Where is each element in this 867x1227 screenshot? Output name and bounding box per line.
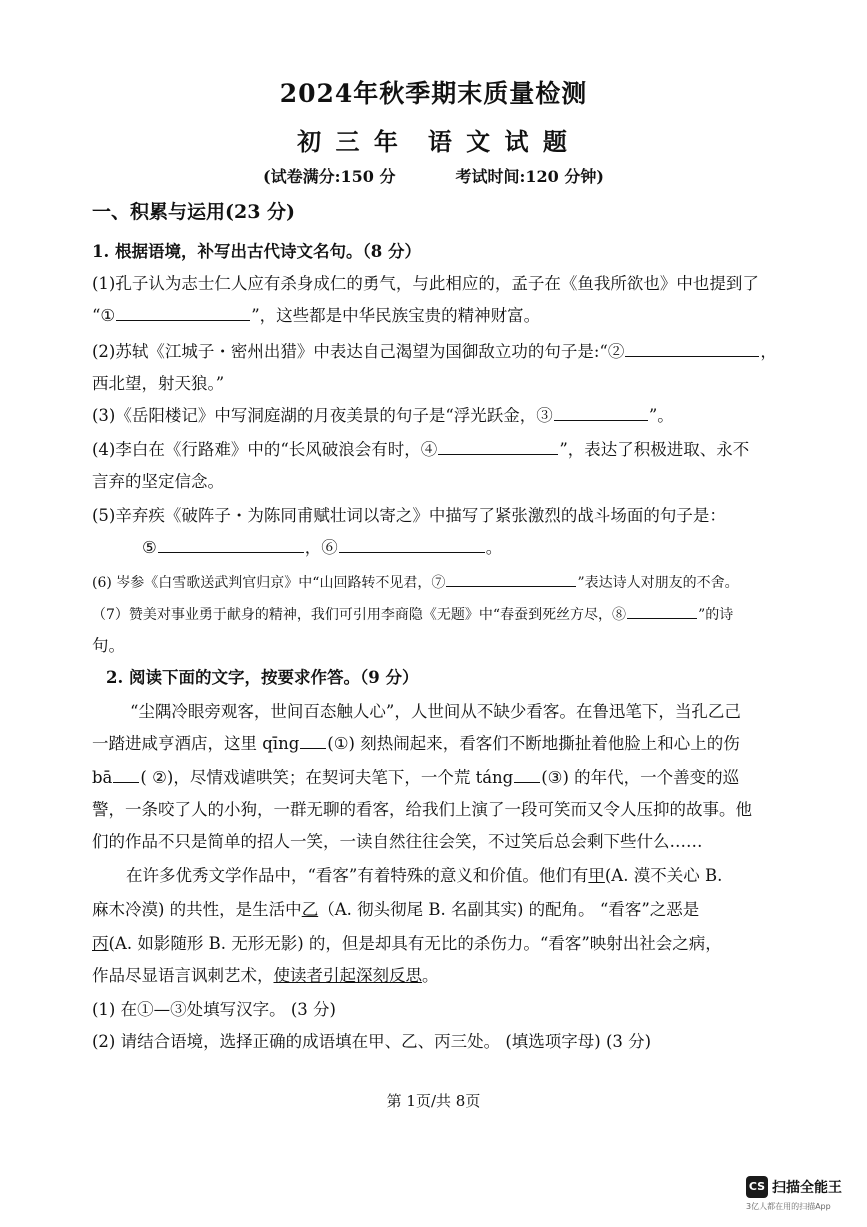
blank-yi[interactable]: 乙 [301,900,319,919]
q1-item-5-line1: (5)辛弃疾《破阵子・为陈同甫赋壮词以寄之》中描写了紧张激烈的战斗场面的句子是： [92,506,726,525]
passage-p1-line2: 一踏进咸亨酒店，这里 qīng (①) 刻热闹起来，看客们不断地撕扯着他脸上和心上的伤 [92,734,740,753]
q1-item-4-line1: (4)李白在《行路难》中的“长风破浪会有时，④ ”，表达了积极进取、永不 [92,440,750,459]
q2-sub-1: (1) 在①—③处填写汉字。 (3 分) [92,1000,336,1019]
exam-info [0,164,867,187]
passage-p1-line1: “尘隅冷眼旁观客，世间百态触人心”，人世间从不缺少看客。在鲁迅笔下，当孔乙己 [130,702,741,721]
passage-p2-line1: 在许多优秀文学作品中，“看客”有着特殊的意义和价值。他们有甲(A. 漠不关心 B. [126,866,723,885]
answer-blank-8[interactable] [627,602,697,619]
q1-item-3: (3)《岳阳楼记》中写洞庭湖的月夜美景的句子是“浮光跃金，③ ”。 [92,406,674,425]
q1-item-6: (6) 岑参《白雪歌送武判官归京》中“山回路转不见君，⑦ ”表达诗人对朋友的不舍。 [92,570,739,595]
question-2-prompt: 2. 阅读下面的文字，按要求作答。（9 分） [106,668,419,687]
exam-title: 2024年秋季期末质量检测 [279,79,588,108]
q1-item-7-line1: （7）赞美对事业勇于献身的精神，我们可引用李商隐《无题》中“春蚕到死丝方尽，⑧ ”的诗 [92,602,733,627]
page-number: 第 1页/共 8页 [386,1092,481,1110]
q1-item-1-line1: (1)孔子认为志士仁人应有杀身成仁的勇气，与此相应的，孟子在《鱼我所欲也》中也提到了 [92,274,759,293]
passage-p2-line3: 丙(A. 如影随形 B. 无形无影) 的，但是却具有无比的杀伤力。“看客”映射出社会之病， [92,934,722,953]
q1-item-5-line2: ⑤ ，⑥ 。 [142,538,503,557]
blank-bing[interactable]: 丙 [92,934,109,953]
q2-sub-2: (2) 请结合语境，选择正确的成语填在甲、乙、丙三处。 (填选项字母) (3 分) [92,1032,652,1051]
answer-blank-4[interactable] [438,438,558,455]
time-info: 考试时间:120 分钟) [455,167,604,186]
fill-blank-1[interactable] [300,732,326,749]
q1-item-1-line2: “① ”，这些都是中华民族宝贵的精神财富。 [92,306,541,325]
answer-blank-3[interactable] [554,404,648,421]
q1-item-7-line2: 句。 [92,636,125,655]
q1-item-4-line2: 言弃的坚定信念。 [92,472,224,491]
exam-subtitle: 初 三 年 语 文 试 题 [297,127,570,156]
score-info: (试卷满分:150 分 [263,167,396,186]
passage-p1-line3: bā ( ②)，尽情戏谑哄笑；在契诃夫笔下，一个荒 táng (③) 的年代，一个善变的巡 [92,768,740,787]
watermark-name: 扫描全能王 [772,1180,842,1196]
section-heading: 一、积累与运用(23 分) [92,201,296,223]
passage-p1-line4: 警，一条咬了人的小狗，一群无聊的看客，给我们上演了一段可笑而又令人压抑的故事。他 [92,800,752,819]
answer-blank-7[interactable] [446,570,576,587]
fill-blank-2[interactable] [113,766,139,783]
camscanner-logo-icon: CS [746,1176,768,1198]
question-1-prompt: 1. 根据语境，补写出古代诗文名句。（8 分） [92,242,421,261]
passage-p1-line5: 们的作品不只是简单的招人一笑，一读自然往往会笑，不过笑后总会剩下些什么…… [92,832,703,851]
blank-jia[interactable]: 甲 [588,866,605,885]
answer-blank-6[interactable] [339,536,485,553]
watermark-tagline: 3亿人都在用的扫描App [746,1202,831,1211]
scanner-watermark [746,1176,856,1216]
q1-item-2-line1: (2)苏轼《江城子・密州出猎》中表达自己渴望为国御敌立功的句子是:“② ， [92,342,777,361]
fill-blank-3[interactable] [514,766,540,783]
answer-blank-2[interactable] [625,340,759,357]
answer-blank-1[interactable] [116,304,250,321]
underlined-phrase: 使读者引起深刻反思 [273,966,422,985]
q1-item-2-line2: 西北望，射天狼。” [92,374,225,393]
passage-p2-line2: 麻木冷漠) 的共性，是生活中乙（A. 彻头彻尾 B. 名副其实) 的配角。 “看客”之恶是 [92,900,700,919]
answer-blank-5[interactable] [158,536,304,553]
passage-p2-line4: 作品尽显语言讽刺艺术，使读者引起深刻反思。 [92,966,439,985]
